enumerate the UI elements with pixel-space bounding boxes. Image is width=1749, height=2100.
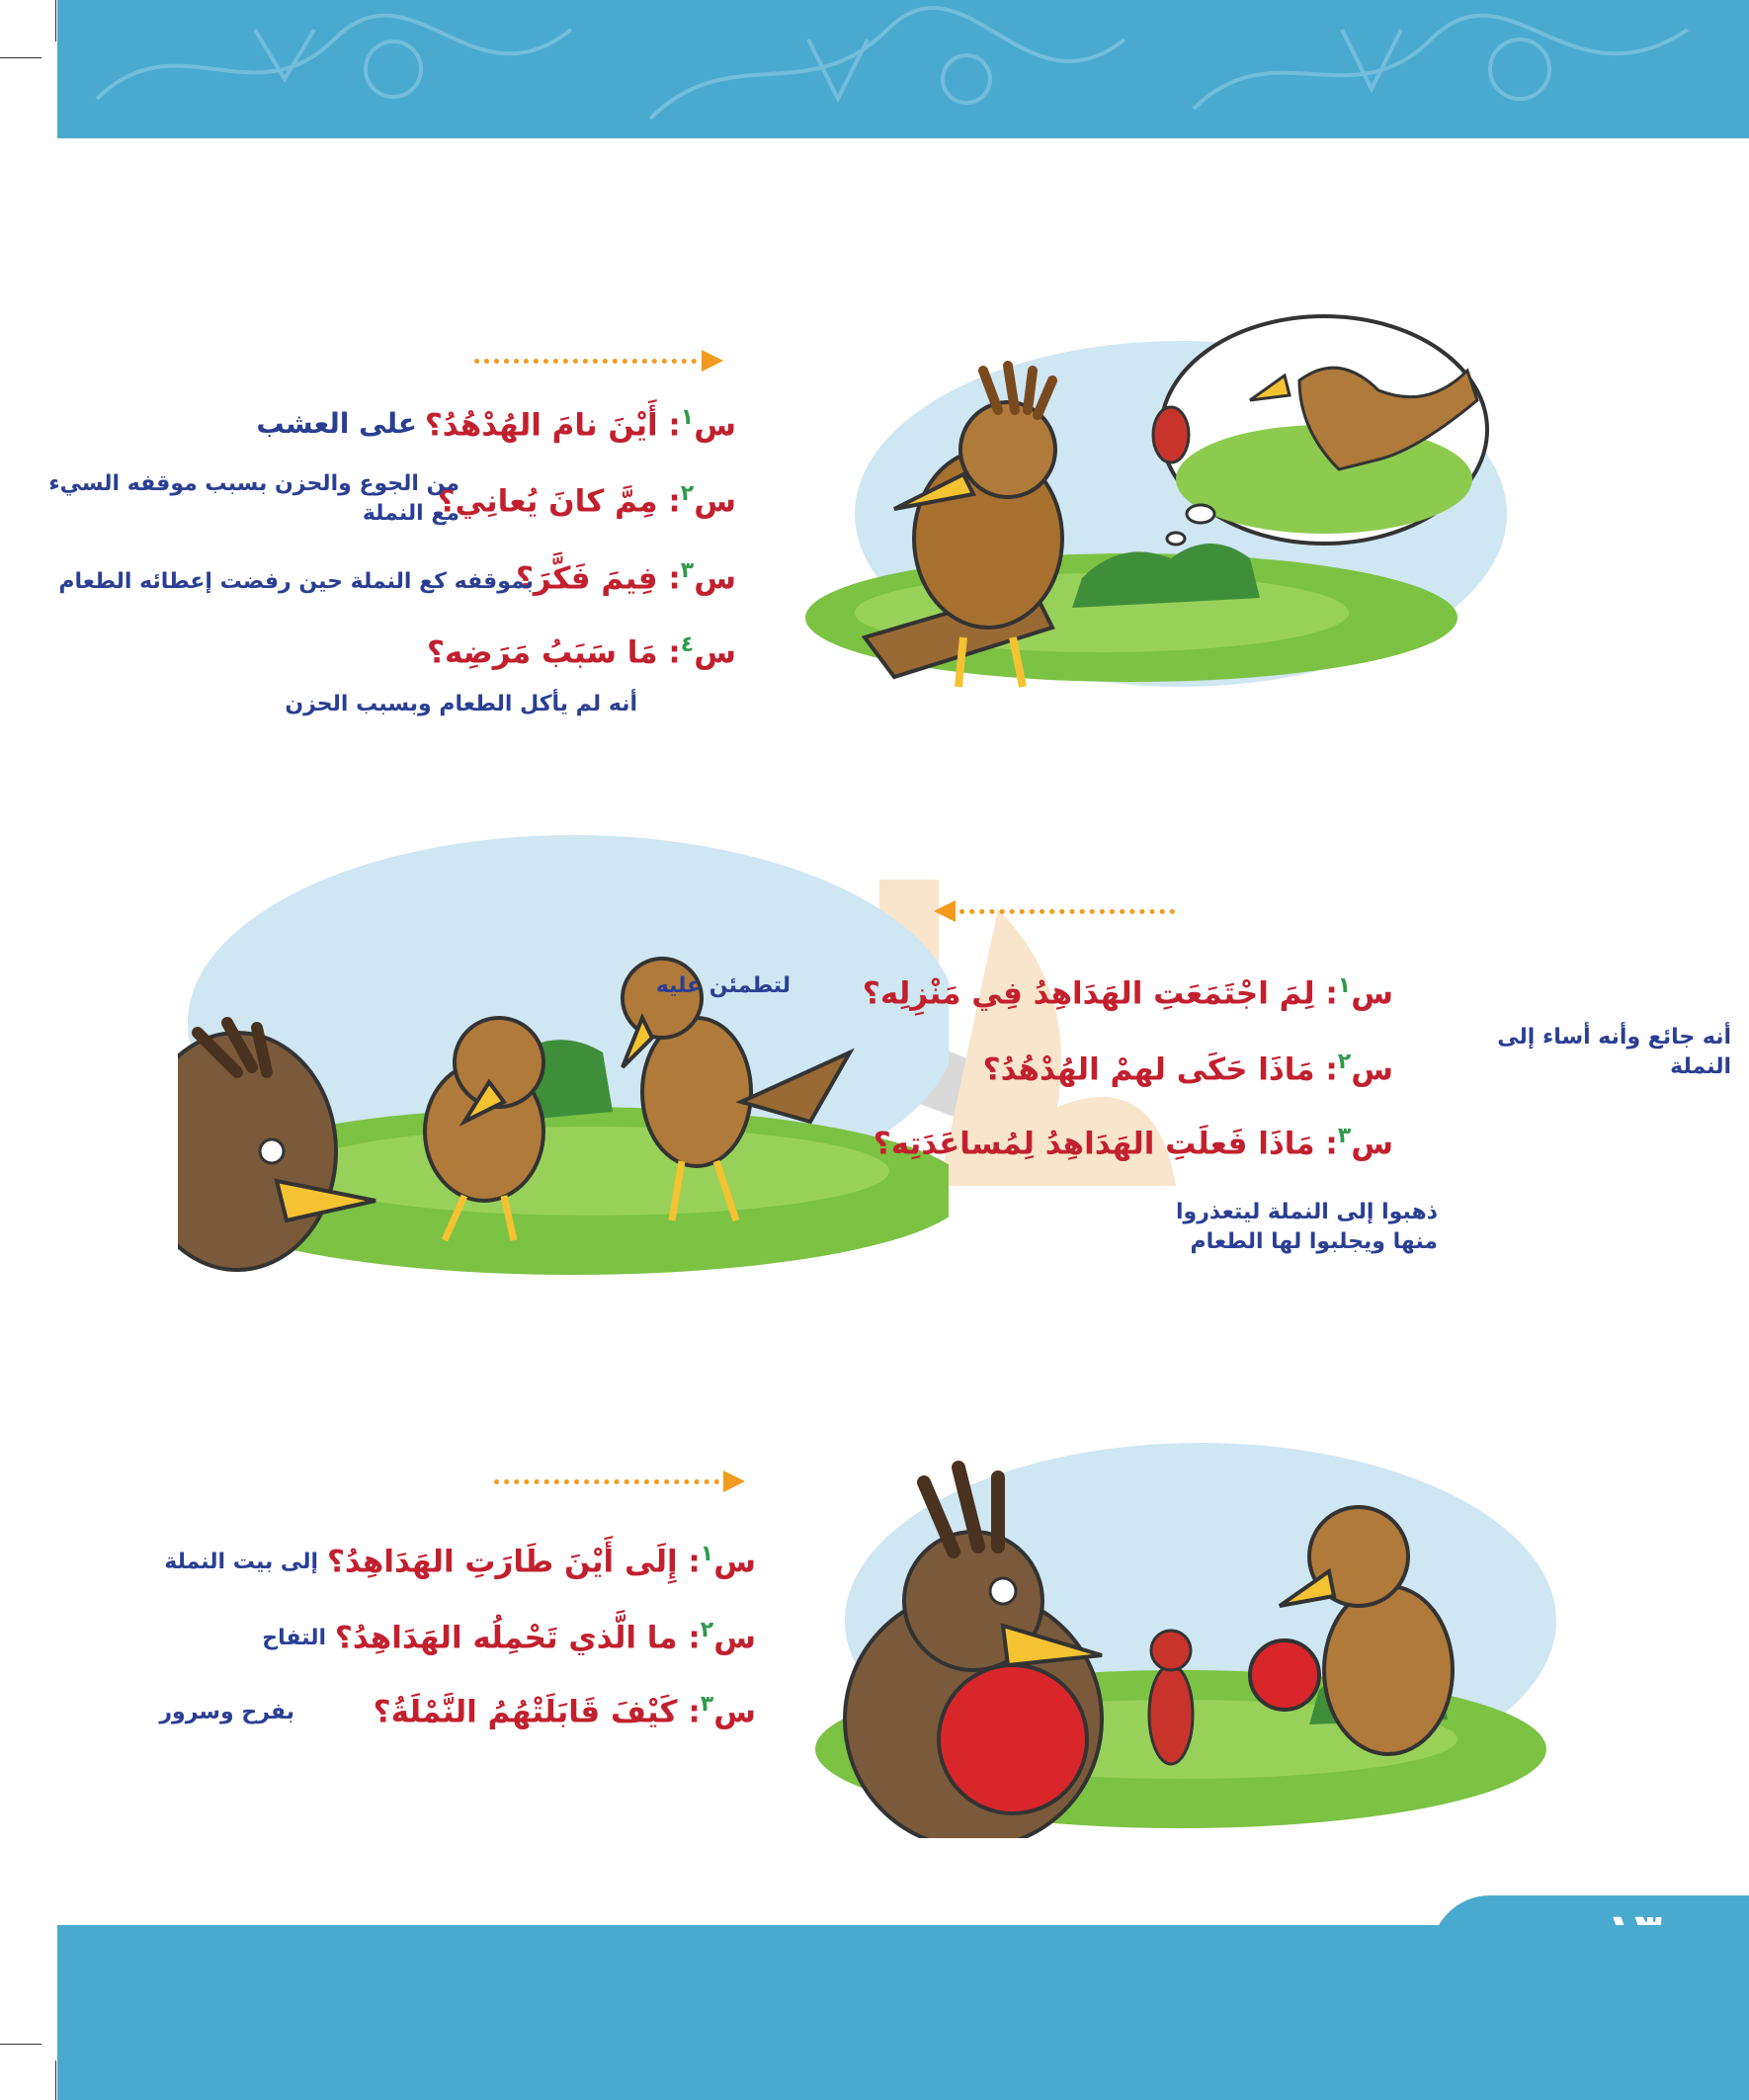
illustration-hoopoe-sleeping: [786, 311, 1517, 697]
question-1-3: س$^٣$: فِيمَ فَكَّرَ؟: [515, 558, 736, 597]
answer-3-3: بفرح وسرور: [159, 1700, 294, 1724]
answer-1-3: بموقفه كع النملة حين رفضت إعطائه الطعام: [58, 569, 534, 594]
answer-2-2: أنه جائع وأنه أساء إلى النملة: [1497, 1025, 1731, 1079]
question-2-1: س$^١$: لِمَ اجْتَمَعَتِ الهَدَاهِدُ فِي مَنْزِلِه؟: [862, 973, 1393, 1012]
illustration-hoopoes-gathering: [178, 825, 949, 1280]
answer-2-1: لتطمئن عليه: [655, 973, 791, 998]
header-calligraphy-pattern: [57, 0, 1749, 138]
footer-band: [57, 1925, 1749, 2100]
question-2-3: س$^٣$: مَاذَا فَعلَتِ الهَدَاهِدُ لِمُساعَدَتِه؟: [873, 1124, 1393, 1162]
question-3-3: س$^٣$: كَيْفَ قَابَلَتْهُمُ النَّمْلَةُ؟: [373, 1692, 756, 1730]
answer-1-4: أنه لم يأكل الطعام وبسبب الحزن: [285, 692, 637, 716]
answer-1-2: من الجوع والحزن بسبب موقفه السيء مع النملة: [48, 471, 459, 526]
question-2-2: س$^٢$: مَاذَا حَكَى لهمْ الهُدْهُدُ؟: [982, 1050, 1393, 1088]
answer-3-1: إلى بيت النملة: [164, 1550, 318, 1574]
answer-3-2: التفاح: [262, 1626, 326, 1650]
reading-arrow: [494, 1474, 753, 1488]
question-3-2: س$^٢$: ما الَّذي تَحْمِلُه الهَدَاهِدُ؟: [334, 1618, 756, 1656]
header-band: [57, 0, 1749, 138]
answer-2-3: ذهبوا إلى النملة ليتعذروا منها ويجلبوا لها الطعام: [1176, 1200, 1438, 1254]
reading-arrow-left: [934, 904, 1181, 918]
question-1-4: س$^٤$: مَا سَبَبُ مَرَضِه؟: [427, 632, 736, 671]
question-3-1: س$^١$: إِلَى أَيْنَ طَارَتِ الهَدَاهِدُ؟: [326, 1542, 756, 1580]
answer-1-1: على العشب: [256, 407, 417, 440]
question-1-2: س$^٢$: مِمَّ كانَ يُعانِي؟: [437, 481, 736, 520]
reading-arrow: [474, 354, 731, 368]
question-1-1: س$^١$: أَيْنَ نامَ الهُدْهُدُ؟: [424, 405, 736, 444]
illustration-hoopoes-with-apples: [805, 1423, 1556, 1838]
